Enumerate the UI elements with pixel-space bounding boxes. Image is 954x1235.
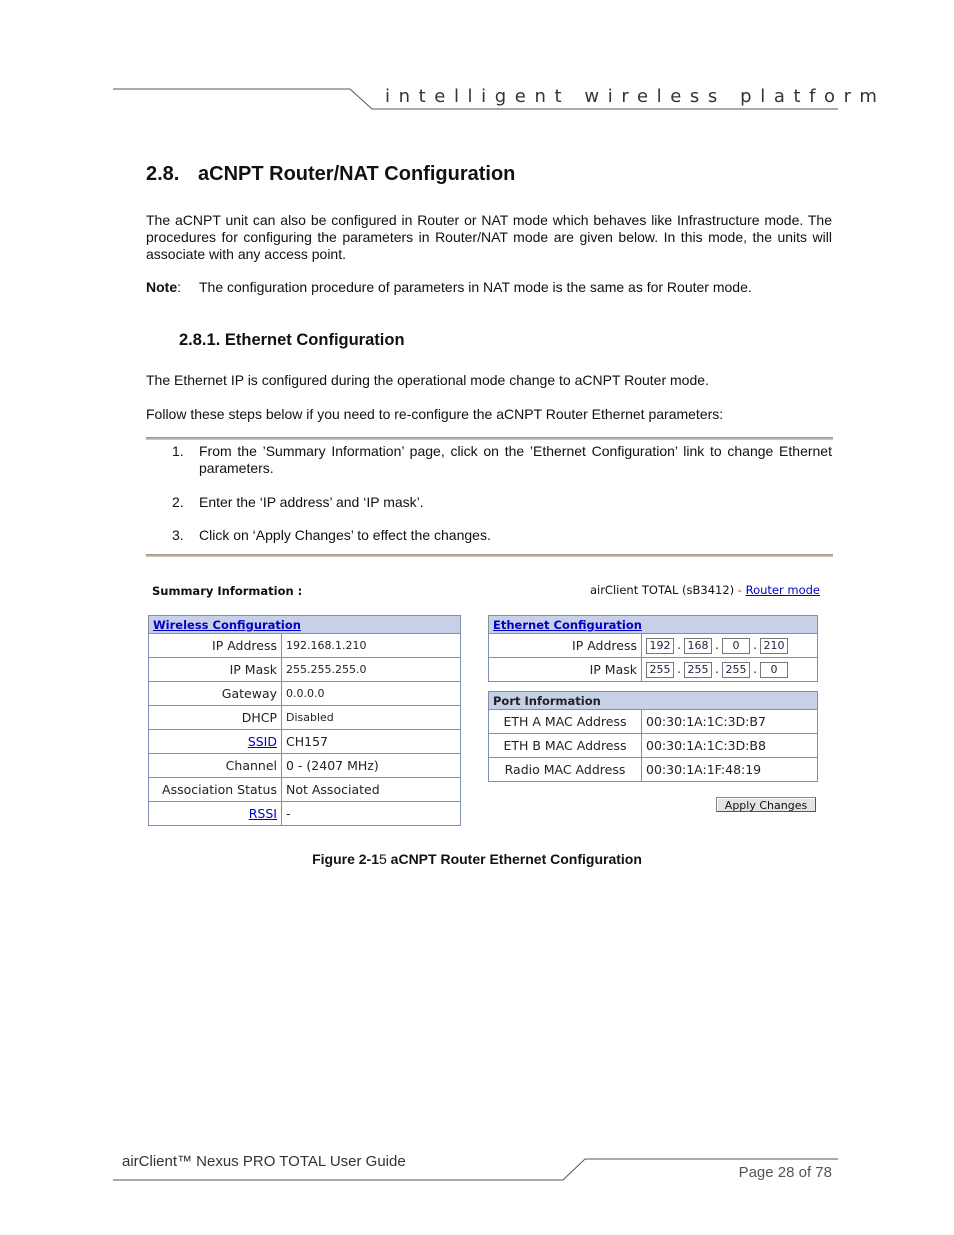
table-row [489, 634, 818, 658]
ip-address-inputs: 192 . 168 . 0 . 210 [642, 634, 818, 658]
rssi-link[interactable]: RSSI [248, 806, 277, 821]
ip-address-label: IP Address [149, 634, 282, 658]
caption-number: 5 [378, 851, 387, 867]
ip-mask-inputs: 255 . 255 . 255 . 0 [642, 658, 818, 682]
association-status-value: Not Associated [282, 778, 461, 802]
device-name: airClient TOTAL (sB3412) [589, 583, 735, 597]
port-info-table [488, 691, 818, 782]
mask-octet-3-input[interactable]: 255 [722, 662, 750, 678]
mask-octet-1-input[interactable]: 255 [646, 662, 674, 678]
table-row [149, 778, 461, 802]
section-number: 2.8. [146, 163, 180, 185]
ethernet-config-table [488, 615, 818, 682]
router-mode-link[interactable]: Router mode [745, 583, 820, 597]
ethernet-paragraph-2: Follow these steps below if you need to re-configure the aCNPT Router Ethernet parameters: [146, 406, 724, 422]
ip-mask-label: IP Mask [149, 658, 282, 682]
gateway-label: Gateway [149, 682, 282, 706]
step-number: 2. [172, 494, 184, 510]
wireless-configuration-link[interactable]: Wireless Configuration [153, 617, 301, 632]
mask-octet-2-input[interactable]: 255 [684, 662, 712, 678]
wireless-config-table [148, 615, 461, 826]
section-heading [146, 163, 515, 186]
gateway-value: 0.0.0.0 [282, 682, 461, 706]
caption-text: aCNPT Router Ethernet Configuration [386, 851, 642, 867]
ethernet-paragraph-1: The Ethernet IP is configured during the operational mode change to aCNPT Router mode. [146, 372, 709, 388]
footer-guide-title: airClient™ Nexus PRO TOTAL User Guide [122, 1153, 406, 1170]
radio-mac-label: Radio MAC Address [489, 758, 642, 782]
note: Note: The configuration procedure of parameters in NAT mode is the same as for Router mode. [146, 279, 752, 295]
ssid-value: CH157 [282, 730, 461, 754]
ip-octet-2-input[interactable]: 168 [684, 638, 712, 654]
table-row [489, 658, 818, 682]
table-row [489, 734, 818, 758]
table-row [149, 730, 461, 754]
ip-address-label: IP Address [489, 634, 642, 658]
table-row [149, 682, 461, 706]
subsection-heading: 2.8.1. Ethernet Configuration [179, 331, 405, 349]
eth-a-mac-label: ETH A MAC Address [489, 710, 642, 734]
dhcp-label: DHCP [149, 706, 282, 730]
note-text: The configuration procedure of parameters in NAT mode is the same as for Router mode. [199, 279, 752, 295]
ip-octet-4-input[interactable]: 210 [760, 638, 788, 654]
step-number: 3. [172, 527, 184, 543]
table-row [149, 754, 461, 778]
table-row [149, 634, 461, 658]
step-number: 1. [172, 443, 184, 459]
caption-prefix: Figure 2-1 [312, 851, 379, 867]
step-text: Enter the ‘IP address’ and ‘IP mask’. [199, 494, 424, 510]
intro-paragraph: The aCNPT unit can also be configured in Router or NAT mode which behaves like Infrastructure mode. The procedures for configuring the parameters in Router/NAT mode are given below. In this mode, the units will associate with any access point. [146, 212, 832, 262]
rssi-value: - [282, 802, 461, 826]
association-status-label: Association Status [149, 778, 282, 802]
mask-octet-4-input[interactable]: 0 [760, 662, 788, 678]
ip-mask-value: 255.255.255.0 [282, 658, 461, 682]
dhcp-value: Disabled [282, 706, 461, 730]
channel-value: 0 - (2407 MHz) [282, 754, 461, 778]
eth-b-mac-value: 00:30:1A:1C:3D:B8 [642, 734, 818, 758]
step-text: From the ’Summary Information’ page, click on the ’Ethernet Configuration’ link to change Ethernet parameters. [199, 443, 832, 476]
ip-octet-3-input[interactable]: 0 [722, 638, 750, 654]
router-config-screenshot [146, 578, 826, 840]
section-title: aCNPT Router/NAT Configuration [198, 163, 516, 185]
header-tagline: intelligent wireless platform [385, 86, 886, 107]
ip-address-value: 192.168.1.210 [282, 634, 461, 658]
table-row [489, 758, 818, 782]
eth-b-mac-label: ETH B MAC Address [489, 734, 642, 758]
summary-title: Summary Information : [152, 584, 303, 598]
steps-bottom-rule [146, 554, 833, 557]
eth-a-mac-value: 00:30:1A:1C:3D:B7 [642, 710, 818, 734]
note-label: Note [146, 279, 178, 295]
step-text: Click on ‘Apply Changes’ to effect the changes. [199, 527, 491, 543]
apply-changes-button[interactable]: Apply Changes [716, 797, 816, 812]
figure-caption [0, 851, 954, 867]
ssid-link[interactable]: SSID [247, 734, 277, 749]
port-information-header: Port Information [489, 692, 818, 710]
table-row [149, 658, 461, 682]
ethernet-configuration-link[interactable]: Ethernet Configuration [493, 617, 642, 632]
footer-page-number: Page 28 of 78 [738, 1164, 832, 1181]
radio-mac-value: 00:30:1A:1F:48:19 [642, 758, 818, 782]
table-row [149, 706, 461, 730]
ip-octet-1-input[interactable]: 192 [646, 638, 674, 654]
ip-mask-label: IP Mask [489, 658, 642, 682]
channel-label: Channel [149, 754, 282, 778]
table-row [149, 802, 461, 826]
steps-top-rule [146, 437, 833, 440]
separator: - [737, 583, 742, 597]
device-mode-info [590, 583, 820, 597]
table-row [489, 710, 818, 734]
